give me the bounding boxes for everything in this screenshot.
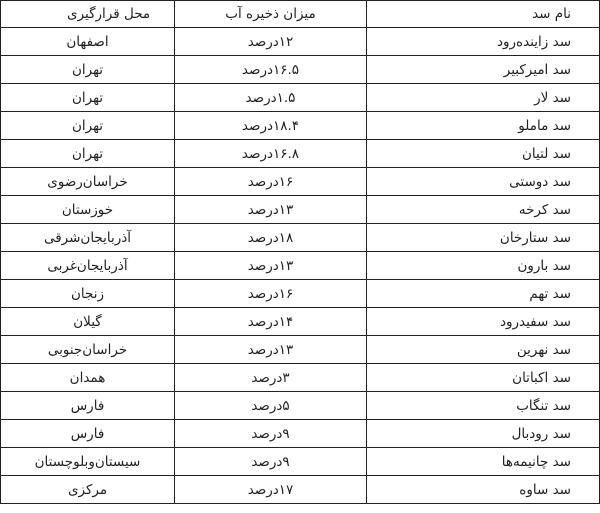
dam-name-cell: سد اکباتان bbox=[367, 364, 600, 392]
table-row bbox=[1, 168, 600, 196]
water-storage-cell: ۱۶درصد bbox=[175, 168, 367, 196]
dam-name-cell: سد امیرکبیر bbox=[367, 56, 600, 84]
location-cell: خوزستان bbox=[1, 196, 175, 224]
location-cell: خراسان‌رضوی bbox=[1, 168, 175, 196]
dam-name-cell: سد ماملو bbox=[367, 112, 600, 140]
water-storage-cell: ۱۶.۵درصد bbox=[175, 56, 367, 84]
table-row bbox=[1, 252, 600, 280]
dam-name-cell: سد رودبال bbox=[367, 420, 600, 448]
header-location: محل قرارگیری bbox=[1, 1, 175, 28]
location-cell: زنجان bbox=[1, 280, 175, 308]
location-cell: تهران bbox=[1, 112, 175, 140]
table-row bbox=[1, 476, 600, 504]
location-cell: همدان bbox=[1, 364, 175, 392]
dam-name-cell: سد نهرین bbox=[367, 336, 600, 364]
location-cell: فارس bbox=[1, 420, 175, 448]
water-storage-cell: ۹درصد bbox=[175, 448, 367, 476]
water-storage-cell: ۱۶.۸درصد bbox=[175, 140, 367, 168]
dam-name-cell: سد لار bbox=[367, 84, 600, 112]
dam-name-cell: سد ستارخان bbox=[367, 224, 600, 252]
table-row bbox=[1, 140, 600, 168]
dam-name-cell: سد تهم bbox=[367, 280, 600, 308]
table-row bbox=[1, 196, 600, 224]
location-cell: مرکزی bbox=[1, 476, 175, 504]
location-cell: آذربایجان‌شرقی bbox=[1, 224, 175, 252]
location-cell: خراسان‌جنوبی bbox=[1, 336, 175, 364]
dam-name-cell: سد لتیان bbox=[367, 140, 600, 168]
water-storage-cell: ۱۷درصد bbox=[175, 476, 367, 504]
dam-name-cell: سد کرخه bbox=[367, 196, 600, 224]
header-dam-name: نام سد bbox=[367, 1, 600, 28]
location-cell: گیلان bbox=[1, 308, 175, 336]
water-storage-cell: ۱۸درصد bbox=[175, 224, 367, 252]
table-row bbox=[1, 280, 600, 308]
location-cell: تهران bbox=[1, 84, 175, 112]
water-storage-cell: ۱۲درصد bbox=[175, 28, 367, 56]
location-cell: سیستان‌وبلوچستان bbox=[1, 448, 175, 476]
header-water-storage: میزان ذخیره آب bbox=[175, 1, 367, 28]
dam-name-cell: سد تنگاب bbox=[367, 392, 600, 420]
water-storage-cell: ۱.۵درصد bbox=[175, 84, 367, 112]
location-cell: تهران bbox=[1, 56, 175, 84]
header-row bbox=[1, 1, 600, 28]
water-storage-cell: ۱۳درصد bbox=[175, 196, 367, 224]
table-row bbox=[1, 364, 600, 392]
dam-name-cell: سد ساوه bbox=[367, 476, 600, 504]
dam-name-cell: سد زاینده‌رود bbox=[367, 28, 600, 56]
table-row bbox=[1, 112, 600, 140]
dam-name-cell: سد چانیمه‌ها bbox=[367, 448, 600, 476]
table-row bbox=[1, 420, 600, 448]
location-cell: فارس bbox=[1, 392, 175, 420]
table-row bbox=[1, 336, 600, 364]
water-storage-cell: ۱۸.۴درصد bbox=[175, 112, 367, 140]
table-row bbox=[1, 308, 600, 336]
location-cell: اصفهان bbox=[1, 28, 175, 56]
water-storage-cell: ۵درصد bbox=[175, 392, 367, 420]
table-row bbox=[1, 28, 600, 56]
dam-name-cell: سد دوستی bbox=[367, 168, 600, 196]
table-row bbox=[1, 56, 600, 84]
table-row bbox=[1, 84, 600, 112]
table-row bbox=[1, 392, 600, 420]
water-storage-cell: ۱۶درصد bbox=[175, 280, 367, 308]
dam-name-cell: سد سفیدرود bbox=[367, 308, 600, 336]
water-storage-cell: ۱۳درصد bbox=[175, 336, 367, 364]
location-cell: تهران bbox=[1, 140, 175, 168]
water-storage-cell: ۱۴درصد bbox=[175, 308, 367, 336]
location-cell: آذربایجان‌غربی bbox=[1, 252, 175, 280]
water-storage-cell: ۱۳درصد bbox=[175, 252, 367, 280]
water-storage-cell: ۳درصد bbox=[175, 364, 367, 392]
water-storage-cell: ۹درصد bbox=[175, 420, 367, 448]
table-row bbox=[1, 224, 600, 252]
dam-name-cell: سد بارون bbox=[367, 252, 600, 280]
table-row bbox=[1, 448, 600, 476]
